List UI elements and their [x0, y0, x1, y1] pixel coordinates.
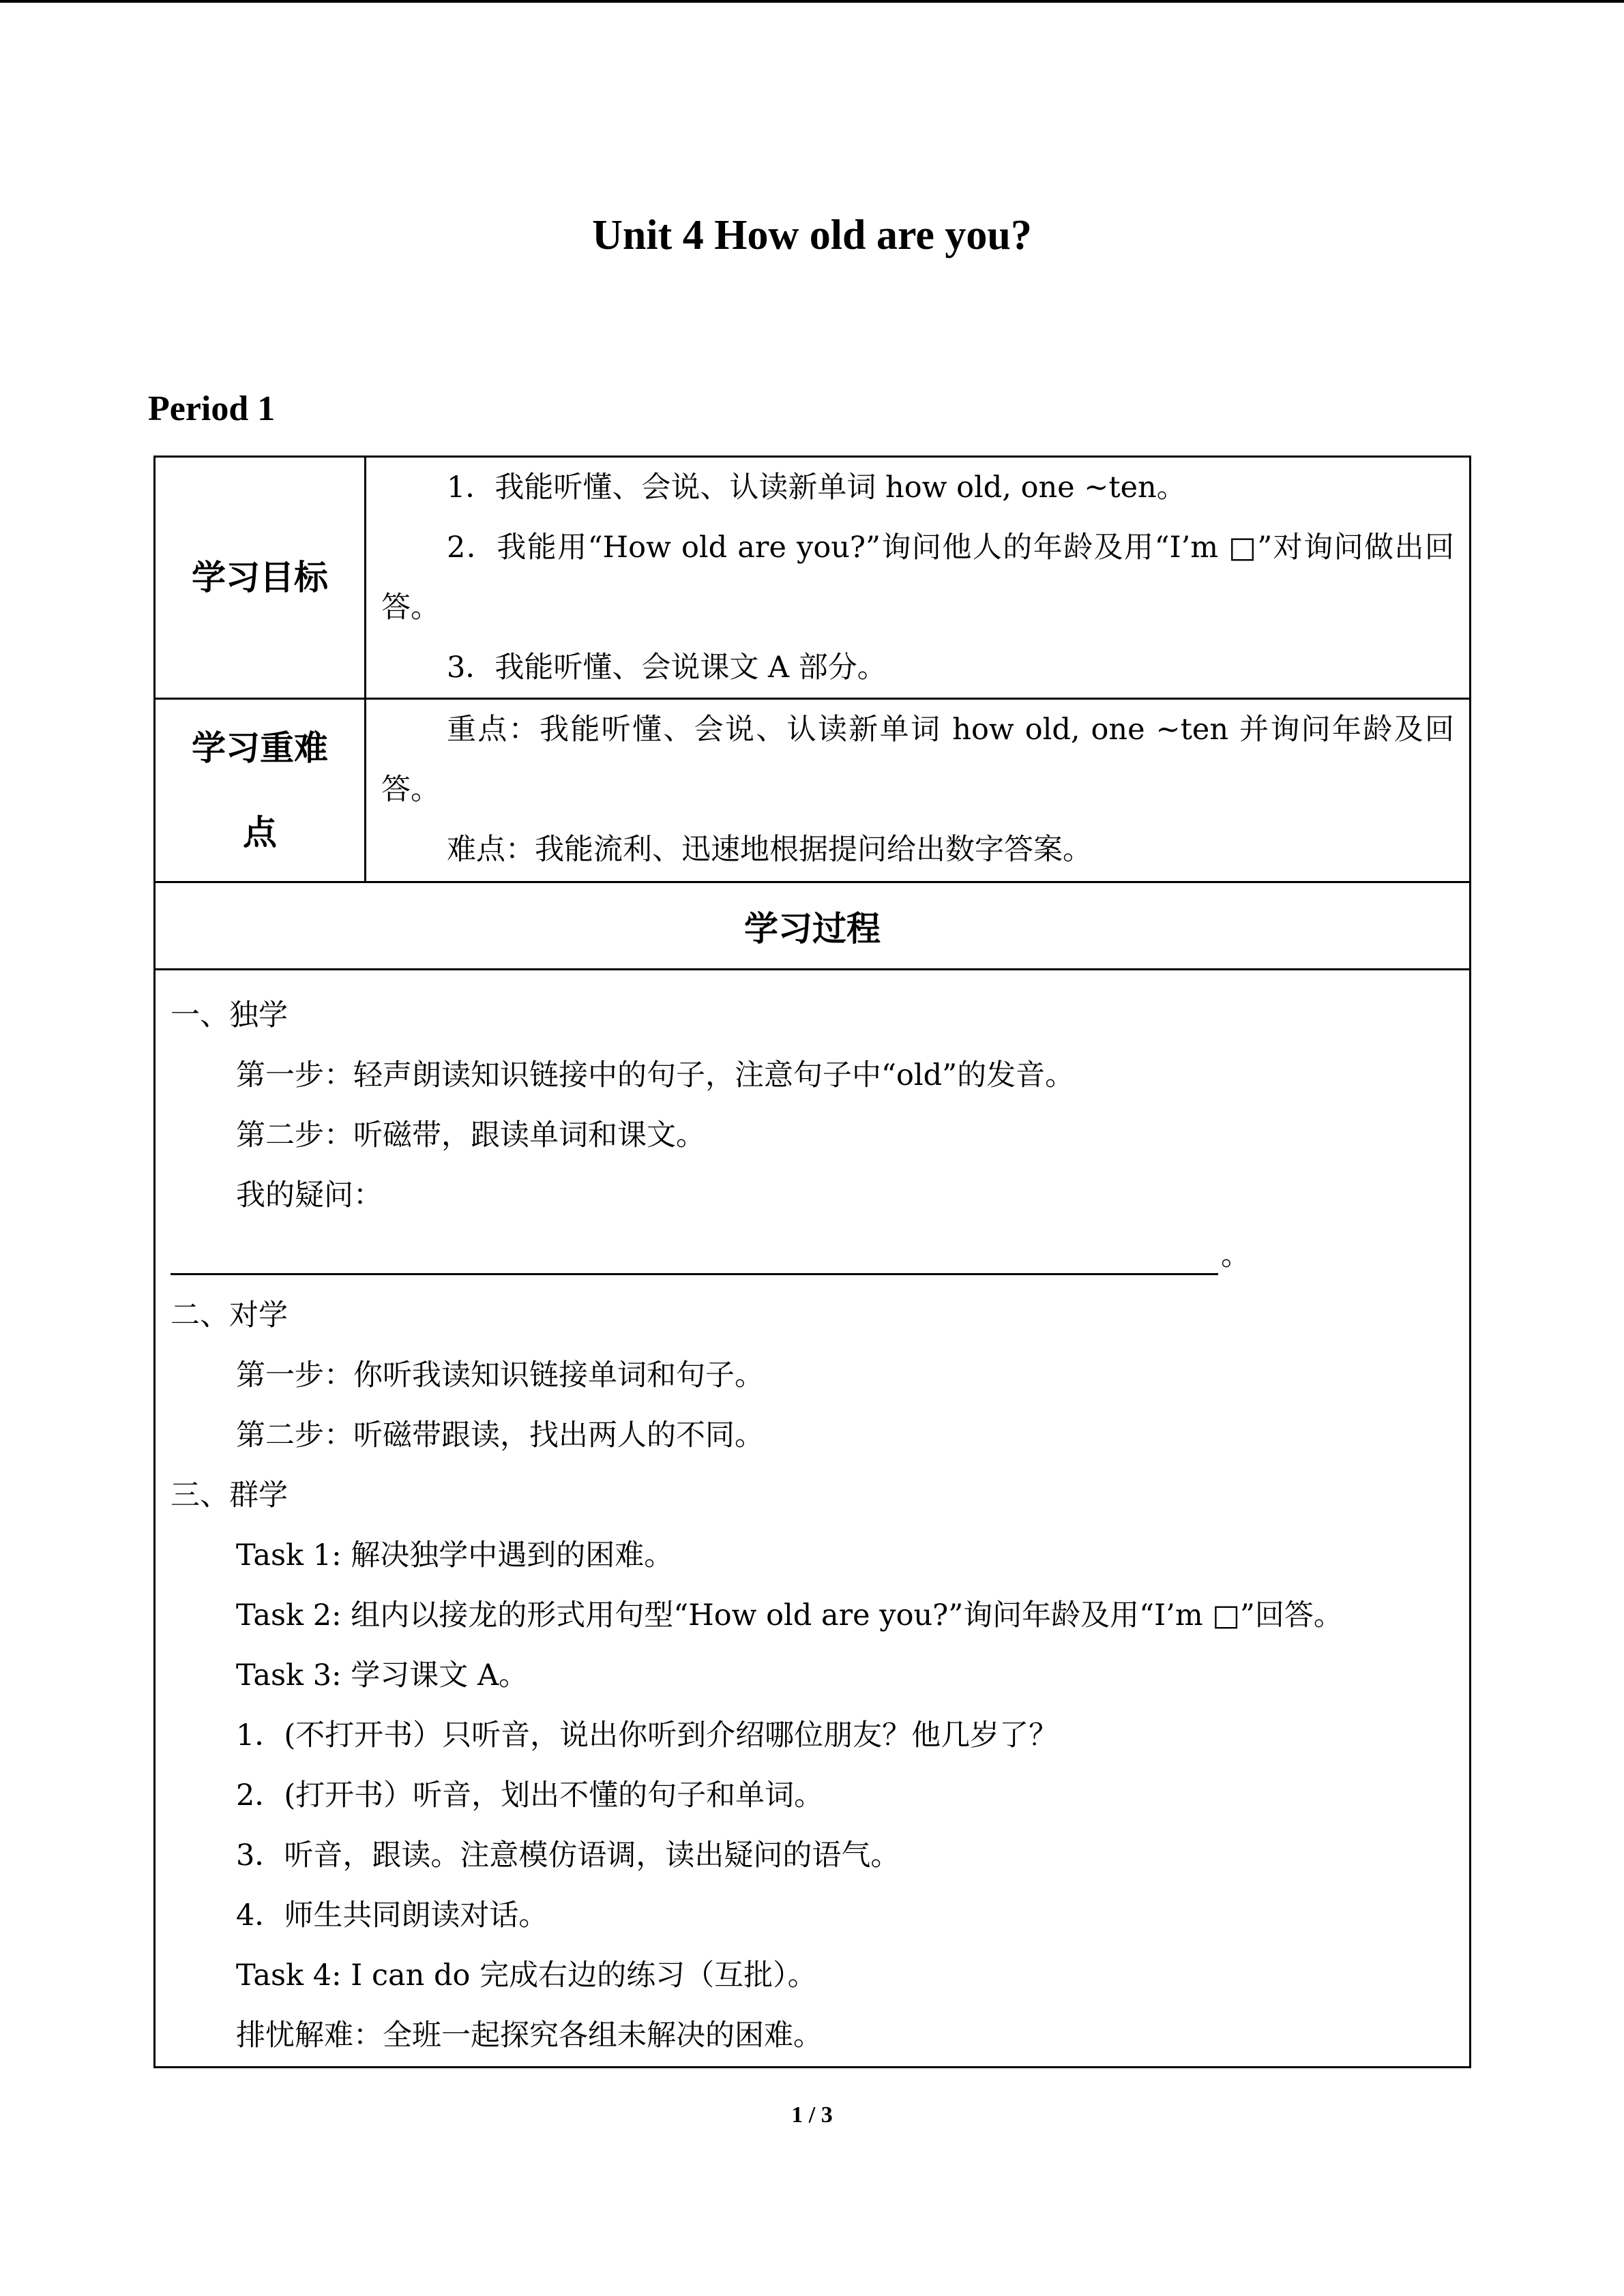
- answer-line-end: 。: [1221, 1238, 1250, 1272]
- key-points-label-line1: 学习重难: [192, 728, 328, 768]
- learning-goals-row: [155, 457, 1471, 699]
- section-title: 二、对学: [171, 1298, 288, 1332]
- key-difficulty: 难点：我能流利、迅速地根据提问给出数字答案。: [447, 833, 1092, 867]
- process-heading-row: [155, 882, 1471, 970]
- key-points-label: [155, 699, 366, 882]
- process-content: [155, 970, 1471, 2068]
- answer-underline: [171, 1273, 1218, 1275]
- sub-step-item: 2．(打开书）听音，划出不懂的句子和单词。: [236, 1778, 824, 1813]
- section-title: 一、独学: [171, 998, 288, 1032]
- section-title: 三、群学: [171, 1478, 288, 1512]
- key-points-row: [155, 699, 1471, 882]
- goal-item: 3．我能听懂、会说课文 A 部分。: [447, 651, 887, 685]
- process-row: [155, 970, 1471, 2068]
- resolve-item: 排忧解难：全班一起探究各组未解决的困难。: [236, 2018, 823, 2053]
- question-prompt: 我的疑问：: [236, 1178, 383, 1212]
- answer-blank-line: [171, 1225, 1454, 1285]
- study-plan-table: [153, 456, 1471, 2068]
- sub-step-item: 3．听音，跟读。注意模仿语调，读出疑问的语气。: [236, 1838, 900, 1873]
- page-top-border: [0, 0, 1624, 3]
- task-item: Task 4: I can do 完成右边的练习（互批）。: [236, 1958, 817, 1993]
- key-points-content: [366, 699, 1471, 882]
- goal-item: 2．我能用“How old are you?”询问他人的年龄及用“I’m □”对询问做出回答。: [381, 531, 1454, 625]
- learning-goals-content: [366, 457, 1471, 699]
- goal-item: 1．我能听懂、会说、认读新单词 how old, one ~ten。: [447, 471, 1186, 505]
- process-heading: 学习过程: [155, 882, 1471, 970]
- step-item: 第一步：你听我读知识链接单词和句子。: [236, 1358, 764, 1392]
- key-points-label-line2: 点: [243, 813, 277, 852]
- sub-step-item: 1．(不打开书）只听音，说出你听到介绍哪位朋友？他几岁了？: [236, 1718, 1059, 1753]
- page-indicator: 1 / 3: [791, 2102, 833, 2128]
- step-item: 第一步：轻声朗读知识链接中的句子，注意句子中“old”的发音。: [236, 1058, 1075, 1092]
- learning-goals-label: 学习目标: [155, 457, 366, 699]
- period-heading: Period 1: [148, 389, 276, 428]
- step-item: 第二步：听磁带跟读，找出两人的不同。: [236, 1418, 764, 1452]
- document-title: Unit 4 How old are you?: [592, 212, 1032, 258]
- task-item: Task 3: 学习课文 A。: [236, 1658, 529, 1693]
- task-item: Task 1: 解决独学中遇到的困难。: [236, 1538, 674, 1572]
- key-focus: 重点：我能听懂、会说、认读新单词 how old, one ~ten 并询问年龄及回答。: [381, 713, 1454, 807]
- step-item: 第二步：听磁带，跟读单词和课文。: [236, 1118, 705, 1152]
- task-item: Task 2: 组内以接龙的形式用句型“How old are you?”询问年龄及用“I’m □”回答。: [236, 1598, 1343, 1632]
- sub-step-item: 4．师生共同朗读对话。: [236, 1898, 548, 1933]
